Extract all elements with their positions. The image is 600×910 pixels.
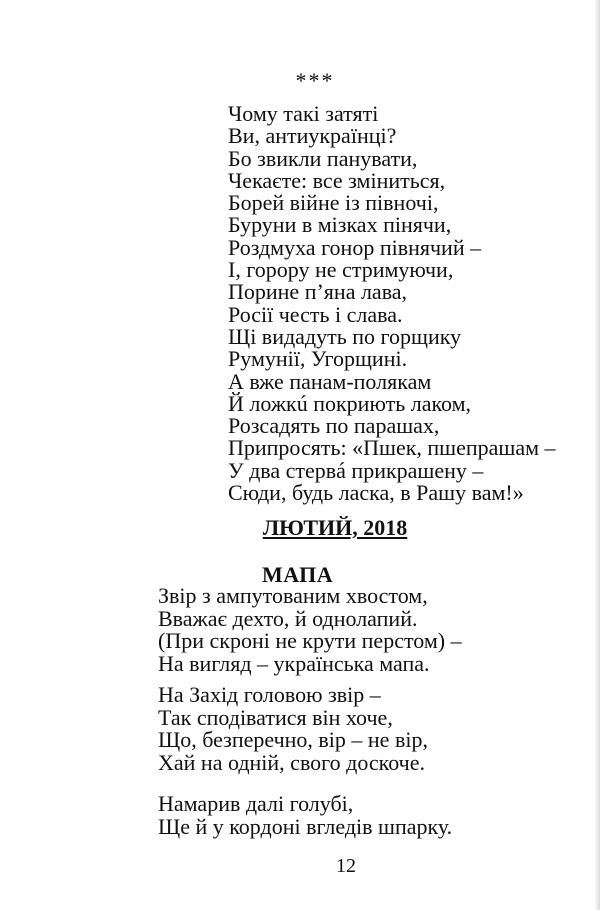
poem-line: Сюди, будь ласка, в Рашу вам!» <box>228 480 524 506</box>
poem-line: Буруни в мізках пінячи, <box>228 212 452 238</box>
poem-line: (При скроні не крути перстом) – <box>158 628 462 653</box>
poem-line: На Захід головою звір – <box>158 682 381 707</box>
section-heading-date: ЛЮТИЙ, 2018 <box>262 515 408 540</box>
poem-line: Намарив далі голубі, <box>158 791 354 816</box>
poem-stanza <box>158 793 452 838</box>
poem-line: Й ложкú покриють лаком, <box>228 390 472 416</box>
poem-line: Чекаєте: все зміниться, <box>228 167 446 193</box>
poem-line: Ще й у кордоні вгледів шпарку. <box>158 813 453 839</box>
poem-line: Звір з ампутованим хвостом, <box>158 583 428 608</box>
poem-line: Румунії, Угорщині. <box>228 346 408 372</box>
poem-line: Чому такі затяті <box>228 101 379 126</box>
poem-line: Роздмуха гонор півнячий – <box>228 234 482 260</box>
poem-line: Щі видадуть по горщику <box>228 323 462 349</box>
poem-line: Бо звикли панувати, <box>228 145 418 171</box>
page-number: 12 <box>336 855 356 877</box>
poem-line: У два стервá прикрашену – <box>228 457 484 483</box>
poem-line: Порине п’яна лава, <box>228 279 408 305</box>
poem-line: Що, безперечно, вір – не вір, <box>158 727 428 752</box>
poem-stanza <box>158 585 462 675</box>
poem-line: Вважає дехто, й однолапий. <box>158 605 418 631</box>
poem-line: Так сподіватися він хоче, <box>158 704 393 730</box>
poem-line: Розсадять по парашах, <box>228 413 440 439</box>
poem-line: Борей війне із півночі, <box>228 190 439 216</box>
poem-line: А вже панам-полякам <box>228 368 432 394</box>
poem-title: МАПА <box>262 562 334 587</box>
poem-line: Припросять: «Пшек, пшепрашам – <box>228 435 556 461</box>
poem-untitled <box>228 103 556 504</box>
poem-line: Хай на одній, свого доскоче. <box>158 749 425 775</box>
poem-line: На вигляд – українська мапа. <box>158 650 430 676</box>
poem-separator: *** <box>295 68 335 93</box>
poem-line: Ви, антиукраїнці? <box>228 123 397 149</box>
poem-stanza <box>158 684 428 774</box>
poem-line: І, горору не стримуючи, <box>228 257 454 283</box>
poem-line: Росії честь і слава. <box>228 301 403 327</box>
page-edge-shadow <box>594 0 600 910</box>
